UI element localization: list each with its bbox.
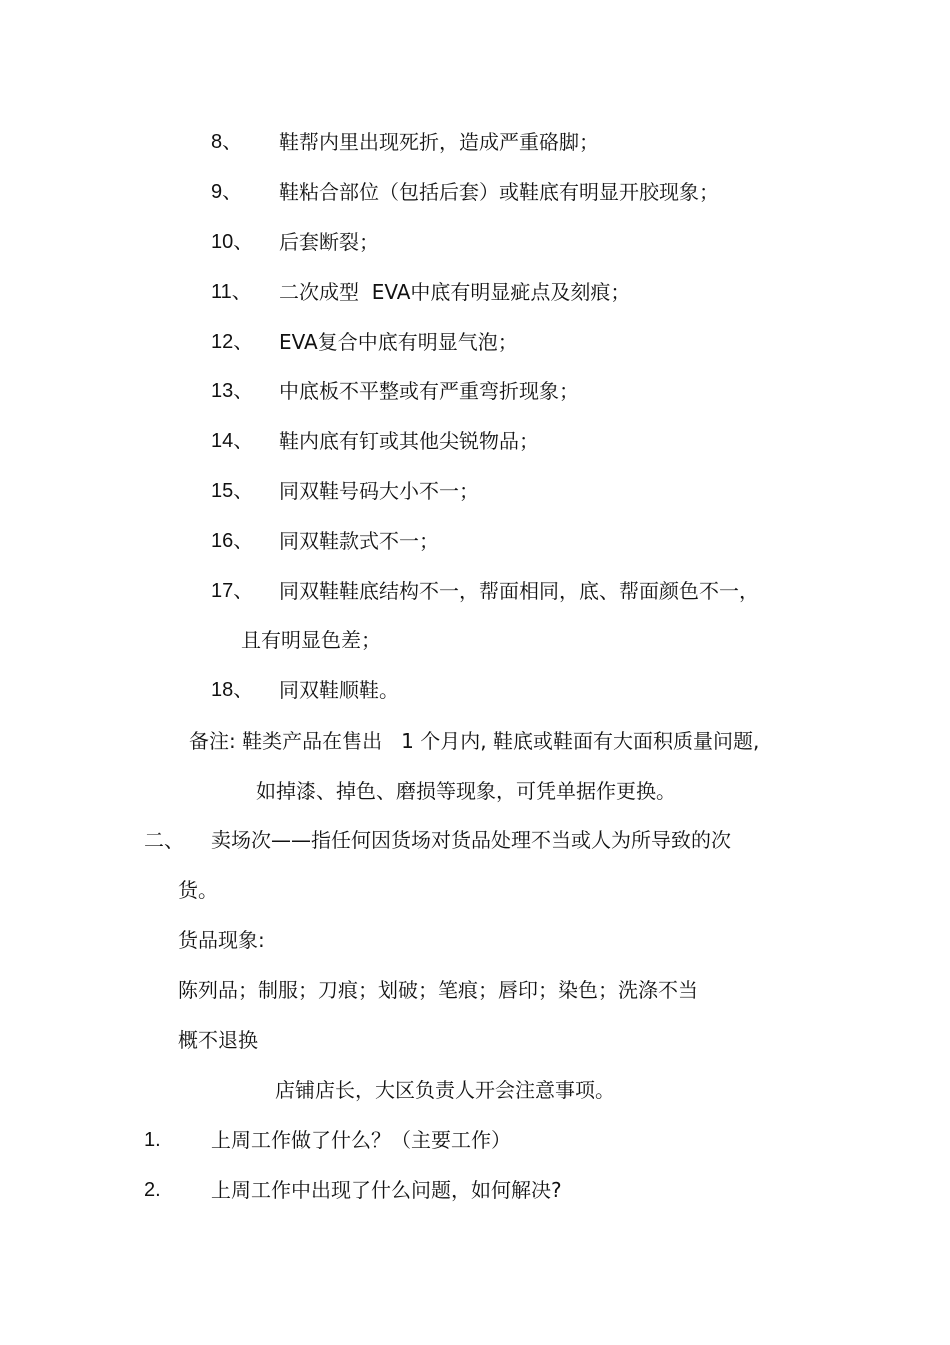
phenomenon-label: 货品现象: bbox=[178, 928, 265, 952]
section-2-line-2: 货。 bbox=[178, 878, 218, 902]
defect-text: EVA复合中底有明显气泡； bbox=[279, 330, 518, 354]
defect-text: 二次成型 EVA中底有明显疵点及刻痕； bbox=[279, 280, 631, 304]
defect-text: 后套断裂； bbox=[279, 230, 379, 254]
section-2-line-1: 卖场次——指任何因货场对货品处理不当或人为所导致的次 bbox=[211, 828, 731, 852]
note-line-1: 备注: 鞋类产品在售出 1 个月内, 鞋底或鞋面有大面积质量问题, bbox=[189, 729, 760, 753]
no-return-text: 概不退换 bbox=[178, 1028, 258, 1052]
meeting-item-num: 1. bbox=[144, 1129, 161, 1151]
defect-num: 17、 bbox=[211, 580, 254, 602]
defect-num: 8、 bbox=[211, 131, 243, 153]
meeting-item-text: 上周工作中出现了什么问题，如何解决? bbox=[211, 1178, 562, 1202]
defect-text: 鞋帮内里出现死折，造成严重硌脚； bbox=[279, 130, 599, 154]
meeting-title: 店铺店长，大区负责人开会注意事项。 bbox=[275, 1078, 615, 1102]
defect-text: 鞋粘合部位（包括后套）或鞋底有明显开胶现象； bbox=[279, 180, 719, 204]
defect-text: 同双鞋顺鞋。 bbox=[279, 678, 399, 702]
defect-num: 12、 bbox=[211, 331, 254, 353]
defect-text-continued: 且有明显色差； bbox=[241, 628, 381, 652]
defect-num: 16、 bbox=[211, 530, 254, 552]
defect-num: 13、 bbox=[211, 380, 254, 402]
defect-num: 11、 bbox=[211, 281, 252, 303]
phenomenon-list: 陈列品；制服；刀痕；划破；笔痕；唇印；染色；洗涤不当 bbox=[178, 978, 698, 1002]
defect-num: 10、 bbox=[211, 231, 254, 253]
defect-num: 14、 bbox=[211, 430, 254, 452]
defect-num: 15、 bbox=[211, 480, 254, 502]
defect-text: 同双鞋号码大小不一； bbox=[279, 479, 479, 503]
meeting-item-text: 上周工作做了什么？（主要工作） bbox=[211, 1128, 511, 1152]
defect-num: 18、 bbox=[211, 679, 254, 701]
defect-text: 中底板不平整或有严重弯折现象； bbox=[279, 379, 579, 403]
defect-text: 同双鞋鞋底结构不一，帮面相同，底、帮面颜色不一， bbox=[279, 579, 759, 603]
meeting-item-num: 2. bbox=[144, 1179, 161, 1201]
defect-text: 鞋内底有钉或其他尖锐物品； bbox=[279, 429, 539, 453]
section-2-num: 二、 bbox=[144, 828, 184, 852]
note-line-2: 如掉漆、掉色、磨损等现象，可凭单据作更换。 bbox=[256, 779, 676, 803]
defect-text: 同双鞋款式不一； bbox=[279, 529, 439, 553]
defect-num: 9、 bbox=[211, 181, 243, 203]
